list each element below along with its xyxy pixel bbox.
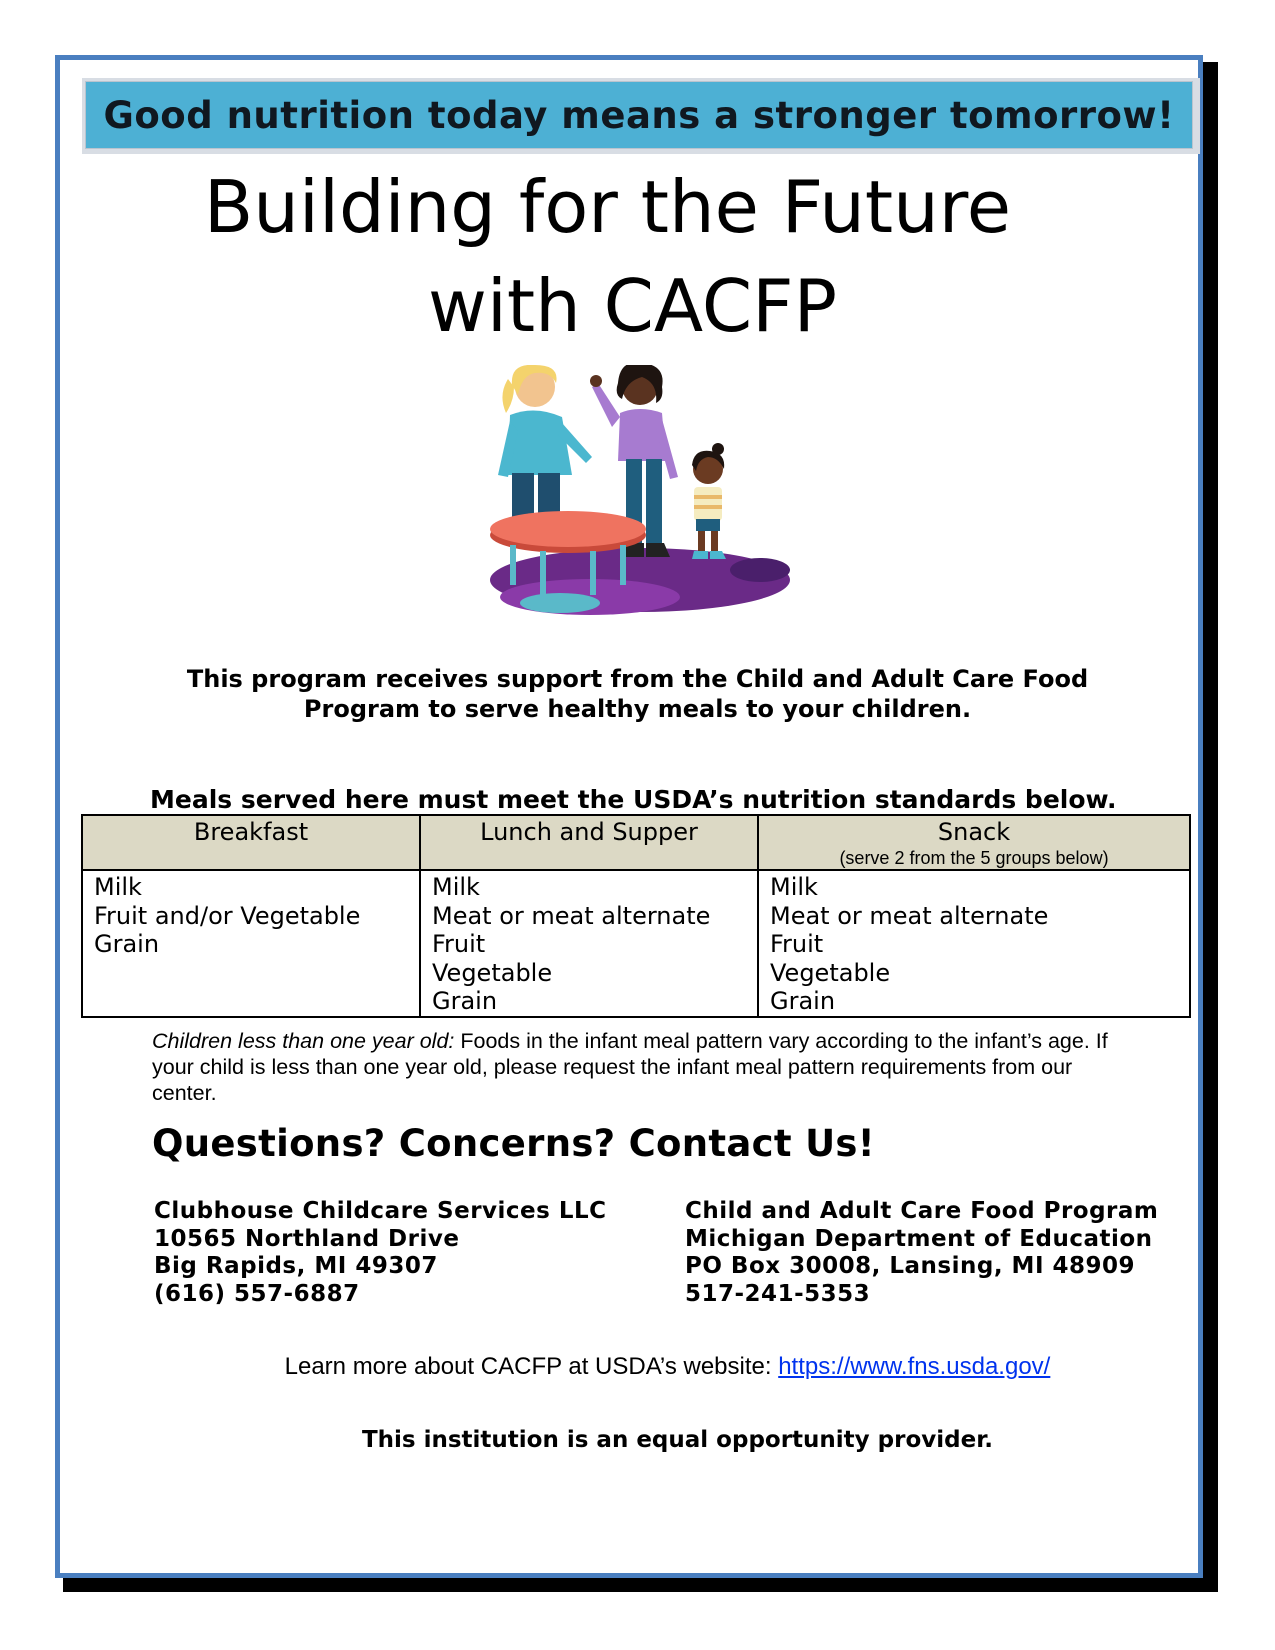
agency-po-box: PO Box 30008, Lansing, MI 48909 — [685, 1253, 1136, 1279]
provider-name: Clubhouse Childcare Services LLC — [154, 1198, 607, 1224]
snack-subheader: (serve 2 from the 5 groups below) — [839, 848, 1109, 868]
snack-cell — [758, 870, 1190, 1017]
slogan-banner — [85, 81, 1193, 149]
usda-website-link[interactable]: https://www.fns.usda.gov/ — [778, 1353, 1051, 1380]
table-header-row — [82, 815, 1190, 870]
breakfast-cell — [82, 870, 420, 1017]
support-text-line-1: This program receives support from the Child and Adult Care Food — [186, 665, 1089, 693]
provider-street: 10565 Northland Drive — [154, 1225, 460, 1252]
list-item: Vegetable — [432, 958, 553, 987]
table-row — [82, 870, 1190, 1017]
infant-note — [152, 1028, 1122, 1106]
agency-phone: 517-241-5353 — [685, 1280, 871, 1307]
agency-department: Michigan Department of Education — [685, 1225, 1153, 1252]
equal-opportunity-statement: This institution is an equal opportunity provider. — [361, 1427, 994, 1453]
caregivers-with-child-illustration — [480, 365, 800, 655]
list-item: Vegetable — [770, 958, 891, 987]
learn-more-line — [30, 1353, 1275, 1381]
contact-heading: Questions? Concerns? Contact Us! — [152, 1122, 875, 1165]
list-item: Milk — [770, 873, 818, 901]
list-item: Fruit — [770, 930, 824, 958]
list-item: Fruit and/or Vegetable — [94, 901, 361, 930]
learn-more-text: Learn more about CACFP at USDA’s website: — [284, 1353, 779, 1380]
infant-note-label: Children less than one year old: — [152, 1029, 455, 1053]
list-item: Meat or meat alternate — [770, 901, 1049, 930]
page-title-line-2: with CACFP — [427, 264, 837, 348]
list-item: Fruit — [432, 930, 486, 958]
lunch-supper-cell — [420, 870, 758, 1017]
page-title-line-1: Building for the Future — [203, 165, 1012, 249]
meals-heading: Meals served here must meet the USDA’s nutrition standards below. — [150, 785, 1117, 814]
provider-address — [154, 1198, 607, 1308]
infant-note-text: Foods in the infant meal pattern vary according to the infant’s age. If your child is less than one year old, please request the infant meal pattern requirements from our center. — [152, 1029, 1108, 1105]
meal-standards-table — [81, 814, 1191, 1018]
list-item: Grain — [770, 987, 836, 1015]
provider-city: Big Rapids, MI 49307 — [154, 1253, 438, 1279]
slogan-text: Good nutrition today means a stronger tomorrow! — [103, 93, 1175, 137]
column-header-breakfast: Breakfast — [82, 815, 420, 870]
list-item: Milk — [432, 873, 480, 901]
list-item: Milk — [94, 873, 142, 901]
column-header-snack: Snack (serve 2 from the 5 groups below) — [758, 815, 1190, 870]
column-header-lunch-supper: Lunch and Supper — [420, 815, 758, 870]
agency-name: Child and Adult Care Food Program — [685, 1198, 1159, 1224]
list-item: Grain — [432, 987, 498, 1015]
agency-address — [685, 1198, 1158, 1308]
list-item: Meat or meat alternate — [432, 901, 711, 930]
list-item: Grain — [94, 930, 160, 958]
provider-phone: (616) 557-6887 — [154, 1280, 360, 1307]
support-text-line-2: Program to serve healthy meals to your children. — [303, 695, 972, 723]
